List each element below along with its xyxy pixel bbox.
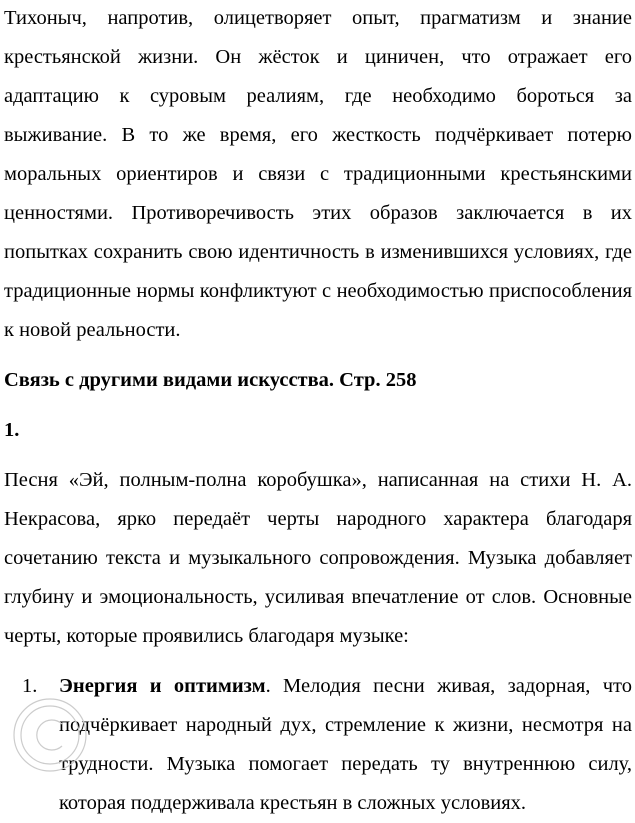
document-page — [4, 0, 632, 823]
list-marker: 1. — [22, 675, 38, 697]
list-item-text: . Мелодия песни живая, задорная, что подчёркивает народный дух, стремление к жизни, несмотря на трудности. Музыка помогает передать ту внутреннюю силу, которая поддерживала крестьян в сложных условиях. — [59, 675, 632, 814]
list-item — [4, 667, 632, 823]
paragraph-1: Тихоныч, напротив, олицетворяет опыт, прагматизм и знание крестьянской жизни. Он жёсток и циничен, что отражает его адаптацию к суровым реалиям, где необходимо бороться за выживание. В то же время, его жесткость подчёркивает потерю моральных ориентиров и связи с традиционными крестьянскими ценностями. Противоречивость этих образов заключается в их попытках сохранить свою идентичность в изменившихся условиях, где традиционные нормы конфликтуют с необходимостью приспособления к новой реальности. — [4, 7, 632, 341]
list-item-title: Энергия и оптимизм — [59, 675, 266, 697]
paragraph-2: Песня «Эй, полным-полна коробушка», написанная на стихи Н. А. Некрасова, ярко передаёт черты народного характера благодаря сочетанию текста и музыкального сопровождения. Музыка добавляет глубину и эмоциональность, усиливая впечатление от слов. Основные черты, которые проявились благодаря музыке: — [4, 469, 632, 647]
features-list — [4, 667, 632, 823]
task-number: 1. — [4, 419, 20, 441]
section-heading: Связь с другими видами искусства. Стр. 258 — [4, 369, 417, 391]
